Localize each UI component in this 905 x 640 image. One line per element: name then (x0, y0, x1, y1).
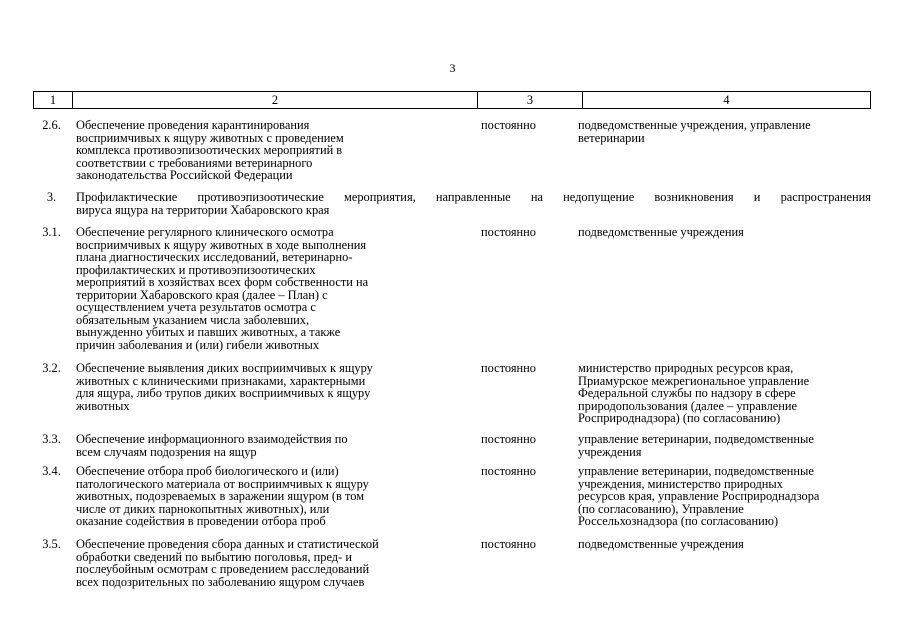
text-line: ресурсов края, управление Росприроднадзора (578, 489, 820, 503)
text-line: всем случаям подозрения на ящур (76, 444, 257, 459)
row-executor (578, 362, 870, 425)
text-line: оказание содействия в проведении отбора проб (76, 514, 326, 528)
text-line: управление ветеринарии, подведомственные (578, 432, 814, 446)
row-number: 2.6. (42, 118, 61, 132)
text-line: мероприятий в хозяйствах всех форм собственности на (76, 275, 369, 289)
text-line: управление ветеринарии, подведомственные (578, 464, 814, 478)
text-line: подведомственные учреждения (578, 537, 744, 551)
text-line: соответствии с требованиями ветеринарного (76, 155, 313, 170)
text-line: подведомственные учреждения (578, 225, 744, 239)
text-line: Россельхознадзора (по согласованию) (578, 514, 779, 528)
text-line: Обеспечение регулярного клинического осмотра (76, 225, 334, 239)
row-description (76, 433, 446, 458)
text-line: осуществлением учета результатов осмотра с (76, 300, 316, 314)
text-line: учреждения, министерство природных (578, 476, 783, 491)
text-line: восприимчивых к ящуру животных с проведением (76, 130, 344, 145)
row-number: 3.1. (42, 225, 61, 239)
row-description (76, 538, 446, 588)
section-title (76, 191, 871, 216)
text-line: всех подозрительных по заболеванию ящуром случаев (76, 574, 365, 589)
text-line: причин заболевания и (или) гибели животных (76, 337, 320, 352)
header-col-2: 2 (72, 92, 477, 108)
row-term: постоянно (481, 464, 537, 478)
row-number: 3.3. (42, 432, 61, 446)
text-line: обработки сведений по выбытию поголовья, пред- и (76, 549, 352, 564)
text-line: животных с клиническими признаками, характерными (76, 373, 366, 388)
text-line: восприимчивых к ящуру животных в ходе выполнения (76, 237, 367, 252)
text-line: для ящура, либо трупов диких восприимчивых к ящуру (76, 386, 371, 400)
text-line: Профилактические противоэпизоотические мероприятия, направленные на недопущение возникновения и распространения (76, 190, 871, 204)
text-line: животных, подозреваемых в заражении ящуром (в том (76, 489, 365, 503)
header-col-1: 1 (49, 93, 57, 107)
text-line: Обеспечение проведения сбора данных и статистической (76, 537, 379, 551)
row-term: постоянно (481, 225, 537, 239)
text-line: Обеспечение выявления диких восприимчивых к ящуру (76, 361, 373, 375)
row-number: 3.2. (42, 361, 61, 375)
row-number: 3.4. (42, 464, 61, 478)
text-line: патологического материала от восприимчивых к ящуру (76, 476, 369, 491)
text-line: ветеринарии (578, 130, 645, 145)
row-term: постоянно (481, 361, 537, 375)
text-line: Приамурское межрегиональное управление (578, 373, 810, 388)
text-line: профилактических и противоэпизоотических (76, 262, 316, 277)
text-line: обязательным указанием числа заболевших, (76, 312, 310, 327)
text-line: Федеральной службы по надзору в сфере (578, 386, 796, 400)
row-description (76, 119, 446, 182)
row-description (76, 362, 446, 412)
row-executor (578, 465, 870, 528)
row-description (76, 226, 446, 351)
text-line: Обеспечение проведения карантинирования (76, 118, 310, 132)
text-line: природопользования (далее – управление (578, 398, 798, 413)
text-line: числе от диких парнокопытных животных), или (76, 501, 330, 516)
text-line: комплекса противоэпизоотических мероприятий в (76, 143, 343, 157)
row-term: постоянно (481, 537, 537, 551)
text-line: вируса ящура на территории Хабаровского края (76, 202, 330, 217)
row-executor (578, 538, 870, 551)
text-line: учреждения (578, 444, 642, 459)
row-description (76, 465, 446, 528)
table-header (33, 91, 871, 109)
text-line: животных (76, 398, 130, 413)
text-line: законодательства Российской Федерации (76, 168, 293, 182)
text-line: Обеспечение отбора проб биологического и (или) (76, 464, 339, 478)
row-term: постоянно (481, 432, 537, 446)
text-line: Обеспечение информационного взаимодействия по (76, 432, 348, 446)
text-line: министерство природных ресурсов края, (578, 361, 794, 375)
header-col-3: 3 (477, 92, 582, 108)
text-line: Росприроднадзора) (по согласованию) (578, 411, 781, 425)
page-number: 3 (449, 61, 456, 75)
text-line: вынужденно убитых и павших животных, а также (76, 325, 341, 339)
text-line: территории Хабаровского края (далее – План) с (76, 287, 328, 302)
row-number: 3.5. (42, 537, 61, 551)
section-number: 3. (46, 190, 57, 204)
text-line: (по согласованию), Управление (578, 501, 744, 516)
text-line: плана диагностических исследований, ветеринарно- (76, 250, 353, 264)
row-executor (578, 433, 870, 458)
row-executor (578, 226, 870, 239)
row-executor (578, 119, 870, 144)
row-term: постоянно (481, 118, 537, 132)
header-col-4: 4 (582, 92, 870, 108)
text-line: послеубойным осмотрам с проведением расследований (76, 562, 370, 576)
text-line: подведомственные учреждения, управление (578, 118, 811, 132)
